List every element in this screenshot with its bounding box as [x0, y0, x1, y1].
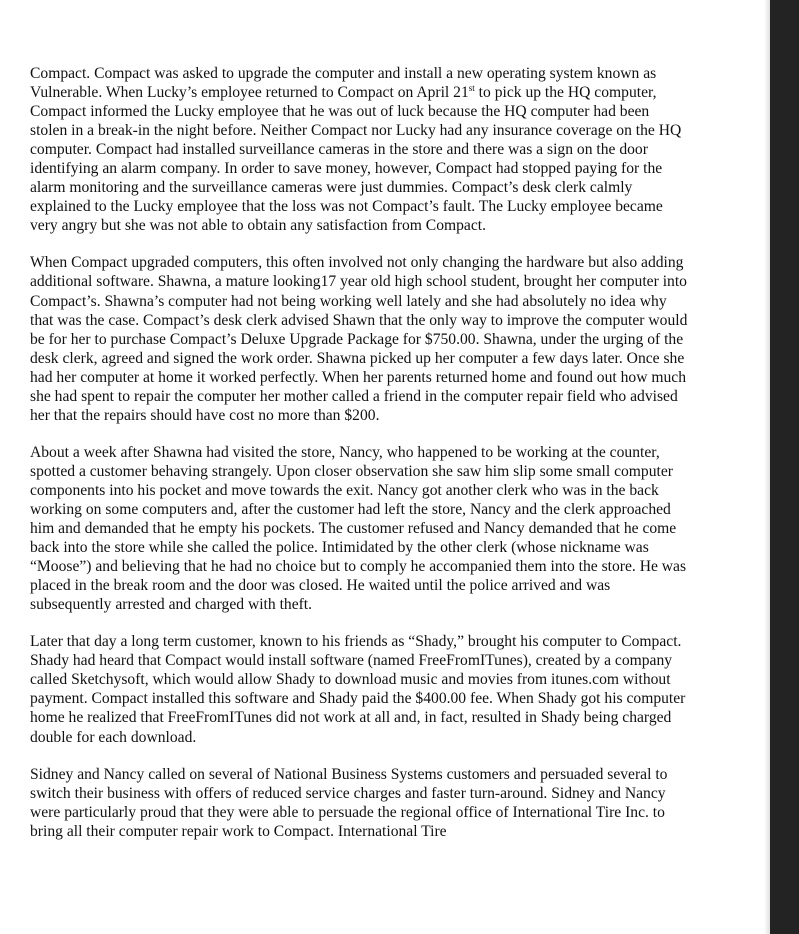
paragraph-2: When Compact upgraded computers, this often involved not only changing the hardware but also adding additional software. Shawna, a mature looking17 year old high school student, brought her computer into Compact’s. Shawna’s computer had not being working well lately and she had absolutely no idea why that was the case. Compact’s desk clerk advised Shawn that the only way to improve the computer would be for her to purchase Compact’s Deluxe Upgrade Package for $750.00. Shawna, under the urging of the desk clerk, agreed and signed the work order. Shawna picked up her computer a few days later. Once she had her computer at home it worked perfectly. When her parents returned home and found out how much she had spent to repair the computer her mother called a friend in the computer repair field who advised her that the repairs should have cost no more than $200.	[30, 254, 688, 424]
paragraph-1	[30, 64, 690, 235]
paragraph-1-text-before: Compact. Compact was asked to upgrade the computer and install a new operating system known as Vulnerable. When Lucky’s employee returned to Compact on April 21	[30, 65, 657, 102]
scroll-edge-bar	[770, 0, 799, 934]
ordinal-suffix: st	[468, 82, 475, 93]
paragraph-1-text-after: to pick up the HQ computer, Compact informed the Lucky employee that he was out of luck because the HQ computer had been stolen in a break-in the night before. Neither Compact nor Lucky had any insurance coverage on the HQ computer. Compact had installed surveillance cameras in the store and there was a sign on the door identifying an alarm company. In order to save money, however, Compact had stopped paying for the alarm monitoring and the surveillance cameras were just dummies. Compact’s desk clerk calmly explained to the Lucky employee that the loss was not Compact’s fault. The Lucky employee became very angry but she was not able to obtain any satisfaction from Compact.	[30, 84, 682, 235]
paragraph-5: Sidney and Nancy called on several of National Business Systems customers and persuaded several to switch their business with offers of reduced service charges and faster turn-around. Sidney and Nancy were particularly proud that they were able to persuade the regional office of International Tire Inc. to bring all their computer repair work to Compact. International Tire	[30, 765, 668, 840]
paragraph-4: Later that day a long term customer, known to his friends as “Shady,” brought his computer to Compact. Shady had heard that Compact would install software (named FreeFromITunes), created by a company called Sketchysoft, which would allow Shady to download music and movies from itunes.com without payment. Compact installed this software and Shady paid the $400.00 fee. When Shady got his computer home he realized that FreeFromITunes did not work at all and, in fact, resulted in Shady being charged double for each download.	[30, 633, 686, 746]
paragraph-3: About a week after Shawna had visited the store, Nancy, who happened to be working at the counter, spotted a customer behaving strangely. Upon closer observation she saw him slip some small computer components into his pocket and move towards the exit. Nancy got another clerk who was in the back working on some computers and, after the customer had left the store, Nancy and the clerk approached him and demanded that he empty his pockets. The customer refused and Nancy demanded that he come back into the store while she called the police. Intimidated by the other clerk (whose nickname was “Moose”) and believing that he had no choice but to comply he accompanied them into the store. He was placed in the break room and the door was closed. He waited until the police arrived and was subsequently arrested and charged with theft.	[30, 443, 687, 614]
document-body	[30, 64, 690, 859]
